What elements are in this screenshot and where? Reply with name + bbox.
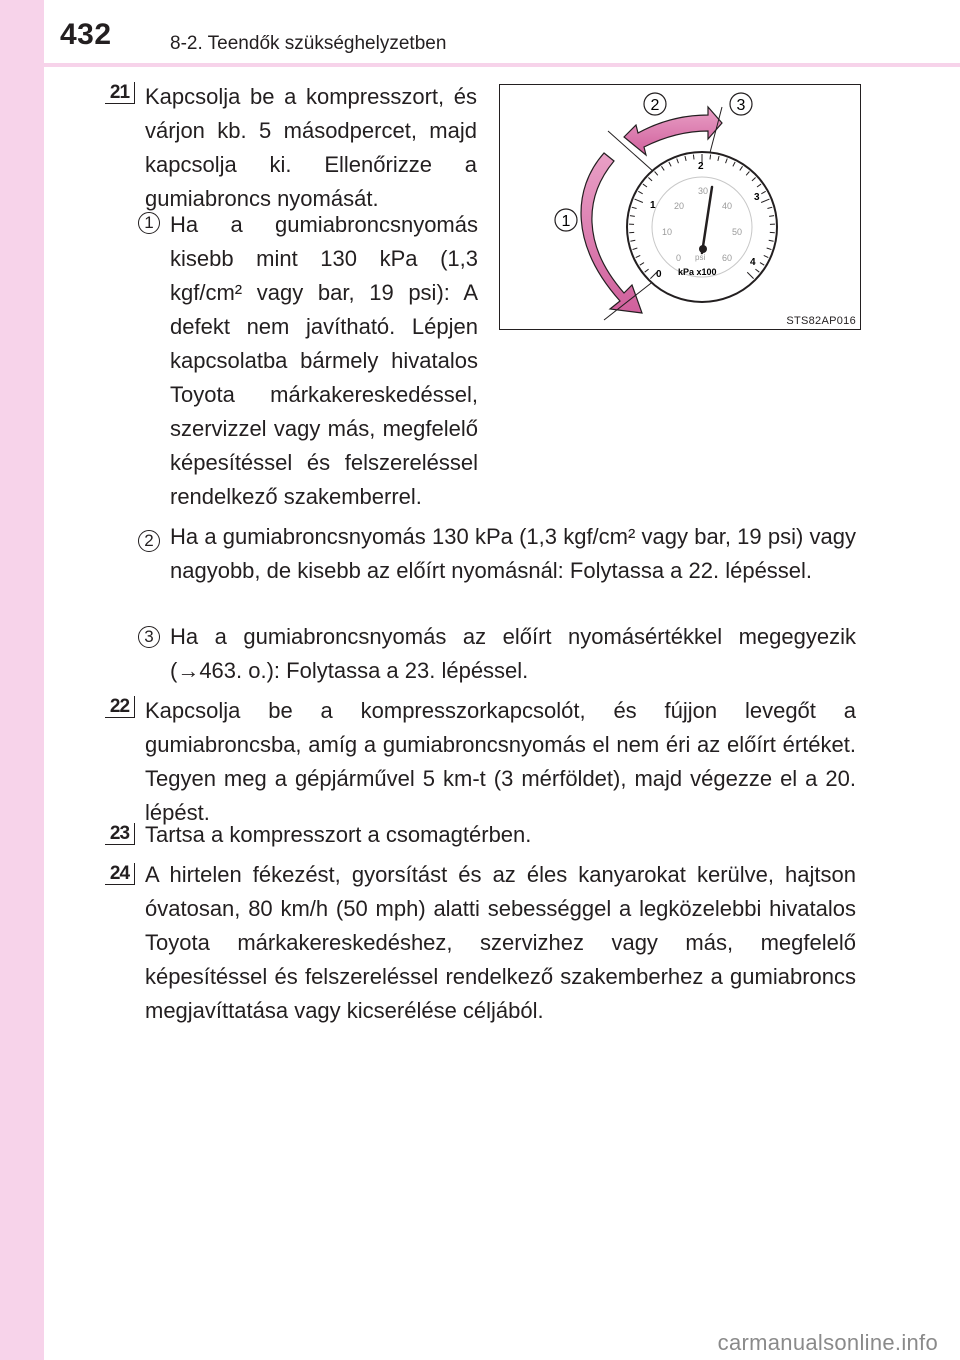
gauge-illustration <box>500 85 859 328</box>
site-watermark: carmanualsonline.info <box>717 1330 938 1355</box>
case-marker-2: 2 <box>138 530 160 552</box>
figure-code: STS82AP016 <box>786 315 856 327</box>
case-1-text: Ha a gumiabroncsnyomás kisebb mint 130 kPa (1,3 kgf/cm² vagy bar, 19 psi): A defekt nem javítható. Lépjen kapcsolatba bármely hivatalos Toyota márkakereskedéssel, szervizzel vagy más, megfelelő képesítéssel és felszereléssel rendelkező szakemberrel. <box>170 212 478 509</box>
step-badge-24: 24 <box>105 863 135 885</box>
svg-text:kPa x100: kPa x100 <box>678 267 717 277</box>
sidebar-tab <box>0 0 44 1360</box>
step-23-text: Tartsa a kompresszort a csomagtérben. <box>145 822 532 847</box>
svg-text:50: 50 <box>732 227 743 237</box>
step-21-text: Kapcsolja be a kompresszort, és várjon kb. 5 másodpercet, majd kapcsolja ki. Ellenőrizze a gumiabroncs nyomását. <box>145 84 477 211</box>
step-22-text: Kapcsolja be a kompresszorkapcsolót, és fújjon levegőt a gumiabroncsba, amíg a gumiabroncsnyomás el nem éri az előírt értéket. Tegyen meg a gépjárművel 5 km-t (3 mérföldet), majd végezze el a 20. lépést. <box>145 698 856 825</box>
svg-text:10: 10 <box>662 227 673 237</box>
pressure-gauge-figure <box>499 84 861 330</box>
gauge-dial <box>627 152 777 302</box>
case-marker-3: 3 <box>138 626 160 648</box>
arrow-2-icon <box>624 107 722 155</box>
gauge-tick <box>710 155 711 160</box>
svg-text:3: 3 <box>754 192 760 203</box>
step-badge-21: 21 <box>105 82 135 104</box>
svg-text:60: 60 <box>722 253 733 263</box>
callout-2 <box>644 93 666 115</box>
header-rule <box>44 63 960 67</box>
svg-text:20: 20 <box>674 201 685 211</box>
svg-text:3: 3 <box>736 97 746 114</box>
svg-text:0: 0 <box>676 253 682 263</box>
svg-text:30: 30 <box>698 186 709 196</box>
chapter-title: 8-2. Teendők szükséghelyzetben <box>170 33 447 54</box>
svg-text:40: 40 <box>722 201 733 211</box>
svg-text:0: 0 <box>656 269 662 280</box>
case-3-text: Ha a gumiabroncsnyomás az előírt nyomásértékkel megegyezik (→463. o.): Folytassa a 23. lépéssel. <box>170 624 856 683</box>
page-number: 432 <box>60 18 112 51</box>
step-badge-22: 22 <box>105 696 135 718</box>
callout-3 <box>730 93 752 115</box>
gauge-tick <box>693 155 694 160</box>
svg-text:2: 2 <box>698 161 704 172</box>
case-2-text: Ha a gumiabroncsnyomás 130 kPa (1,3 kgf/cm² vagy bar, 19 psi) vagy nagyobb, de kisebb az előírt nyomásnál: Folytassa a 22. lépéssel. <box>170 524 856 583</box>
svg-text:1: 1 <box>561 213 571 230</box>
svg-text:1: 1 <box>650 200 656 211</box>
case-marker-1: 1 <box>138 212 160 234</box>
step-24-text: A hirtelen fékezést, gyorsítást és az éles kanyarokat kerülve, hajtson óvatosan, 80 km/h (50 mph) alatti sebességgel a legközelebbi hivatalos Toyota márkakereskedéshez, szervizhez vagy más, megfelelő képesítéssel és felszereléssel rendelkező szakemberhez a gumiabroncs megjavíttatása vagy kicserélése céljából. <box>145 862 856 1023</box>
callout-1 <box>555 209 577 231</box>
svg-text:2: 2 <box>650 97 660 114</box>
svg-text:psi: psi <box>695 253 706 262</box>
svg-text:4: 4 <box>750 257 756 268</box>
step-badge-23: 23 <box>105 823 135 845</box>
